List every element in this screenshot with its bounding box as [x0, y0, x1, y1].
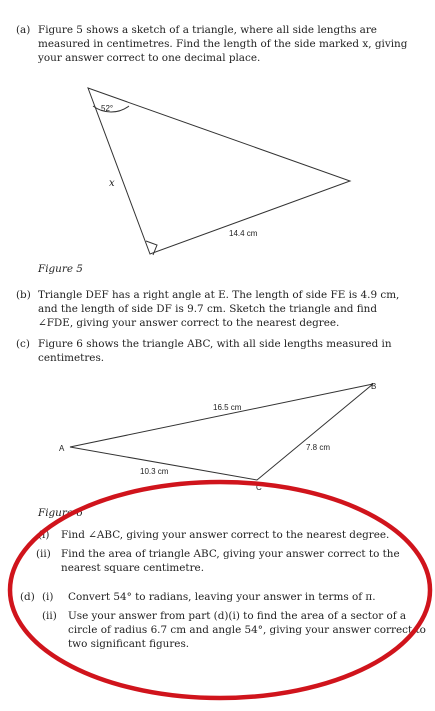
- side-bc-label: 7.8 cm: [306, 443, 331, 452]
- part-c-ii-line-2: nearest square centimetre.: [61, 562, 205, 574]
- part-c-line-1: Figure 6 shows the triangle ABC, with all side lengths measured in: [38, 338, 392, 350]
- figure-5-base-label: 14.4 cm: [229, 229, 258, 238]
- figure-6-caption: Figure 6: [38, 507, 83, 519]
- part-a-line-1: Figure 5 shows a sketch of a triangle, where all side lengths are: [38, 24, 377, 36]
- part-d-ii-marker: (ii): [42, 610, 57, 622]
- part-d-i-marker: (i): [42, 591, 54, 603]
- part-d-ii-line-1: Use your answer from part (d)(i) to find the area of a sector of a: [68, 610, 407, 622]
- figure-5-angle-label: 52°: [101, 104, 114, 113]
- part-b-line-3: ∠FDE, giving your answer correct to the nearest degree.: [38, 317, 340, 329]
- vertex-b-label: B: [371, 382, 377, 391]
- part-a-line-3: your answer correct to one decimal place.: [38, 52, 261, 64]
- part-a-line-2: measured in centimetres. Find the length of the side marked x, giving: [38, 38, 408, 50]
- part-d-ii-line-3: two significant figures.: [68, 638, 190, 650]
- part-d-marker: (d): [20, 591, 35, 603]
- part-b-line-2: and the length of side DF is 9.7 cm. Sketch the triangle and find: [38, 303, 377, 315]
- part-c-line-2: centimetres.: [38, 352, 105, 364]
- vertex-c-label: C: [256, 483, 262, 492]
- figure-5-caption: Figure 5: [38, 263, 83, 275]
- part-c-i-marker: (i): [38, 529, 50, 541]
- figure-5-side-x-label: x: [109, 178, 115, 189]
- part-c-ii-marker: (ii): [36, 548, 51, 560]
- vertex-a-label: A: [59, 444, 65, 453]
- part-d-ii-line-2: circle of radius 6.7 cm and angle 54°, giving your answer correct to: [68, 624, 426, 636]
- side-ab-label: 16.5 cm: [213, 403, 242, 412]
- part-c-marker: (c): [16, 338, 30, 350]
- part-c-ii-line-1: Find the area of triangle ABC, giving your answer correct to the: [61, 548, 400, 560]
- part-c-i-text: Find ∠ABC, giving your answer correct to the nearest degree.: [61, 529, 390, 541]
- part-d-i-text: Convert 54° to radians, leaving your answer in terms of π.: [68, 591, 376, 603]
- side-ac-label: 10.3 cm: [140, 467, 169, 476]
- part-b-line-1: Triangle DEF has a right angle at E. The length of side FE is 4.9 cm,: [38, 289, 400, 301]
- figure-5-triangle: [88, 88, 350, 255]
- part-a-marker: (a): [16, 24, 31, 36]
- figure-6-triangle: [70, 384, 373, 480]
- part-b-marker: (b): [16, 289, 31, 301]
